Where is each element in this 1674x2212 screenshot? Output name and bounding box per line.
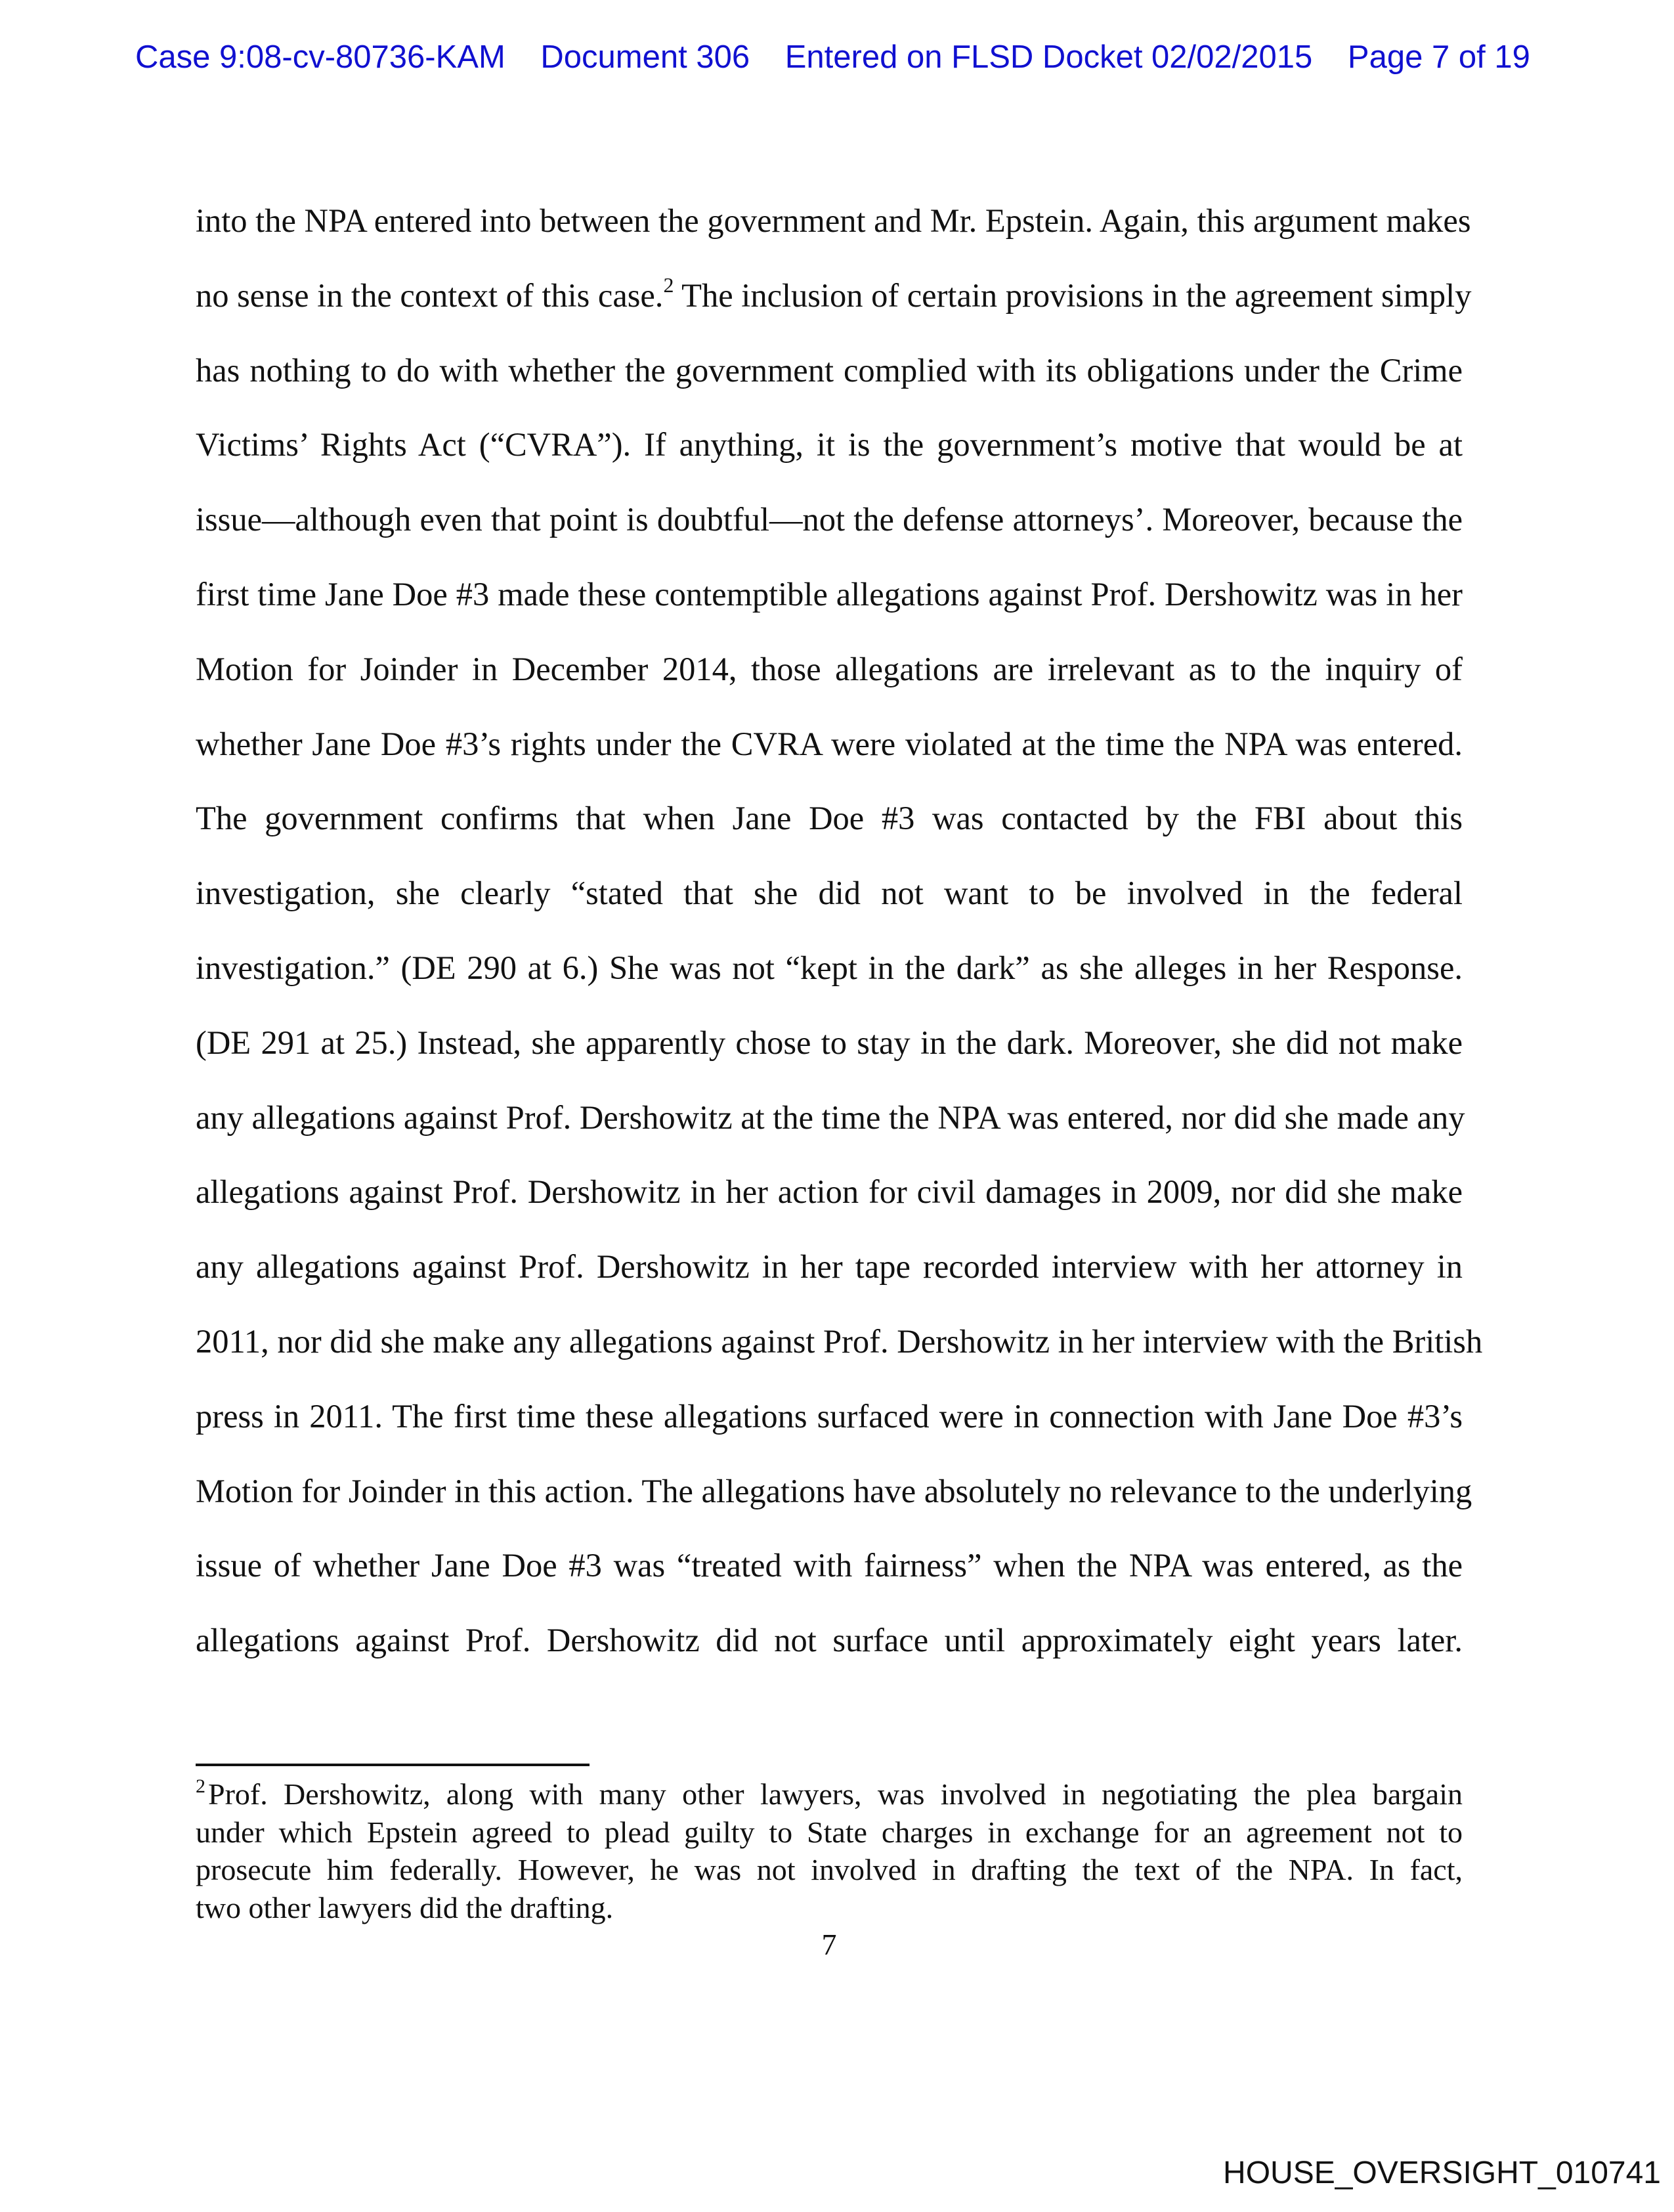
footnote-mark: 2 [196,1775,205,1797]
body-line: (DE 291 at 25.) Instead, she apparently chose to stay in the dark. Moreover, she did not make [196,1024,1463,1061]
body-line: allegations against Prof. Dershowitz did not surface until approximately eight years later. [196,1622,1463,1659]
footnote [196,1775,1463,1926]
footnote-line [196,1775,1463,1813]
body-line: investigation.” (DE 290 at 6.) She was not “kept in the dark” as she alleges in her Response. [196,949,1463,986]
body-text [196,188,1483,1682]
body-line: any allegations against Prof. Dershowitz at the time the NPA was entered, nor did she made any [196,1098,1465,1136]
body-line: Motion for Joinder in this action. The allegations have absolutely no relevance to the underlying [196,1472,1472,1509]
body-line: issue—although even that point is doubtful—not the defense attorneys’. Moreover, because the [196,501,1463,538]
body-line-with-footnote [196,263,1472,337]
body-line: Motion for Joinder in December 2014, those allegations are irrelevant as to the inquiry of [196,650,1463,687]
body-line: first time Jane Doe #3 made these contemptible allegations against Prof. Dershowitz was in her [196,575,1463,613]
footnote-separator [196,1764,590,1766]
footnote-line: prosecute him federally. However, he was not involved in drafting the text of the NPA. In fact, [196,1853,1463,1886]
body-line: whether Jane Doe #3’s rights under the CVRA were violated at the time the NPA was entered. [196,725,1463,762]
body-line: issue of whether Jane Doe #3 was “treated with fairness” when the NPA was entered, as the [196,1547,1463,1584]
body-line: has nothing to do with whether the government complied with its obligations under the Crime [196,351,1463,389]
footnote-reference[interactable]: 2 [663,272,674,297]
footnote-line: two other lawyers did the drafting. [196,1890,614,1924]
docket-entry-date: Entered on FLSD Docket 02/02/2015 [784,39,1313,75]
ecf-filing-header [135,34,1540,80]
document-number: Document 306 [540,39,750,75]
body-line: The government confirms that when Jane Doe #3 was contacted by the FBI about this [196,800,1463,837]
body-line: allegations against Prof. Dershowitz in her action for civil damages in 2009, nor did she make [196,1173,1463,1211]
body-line: 2011, nor did she make any allegations against Prof. Dershowitz in her interview with the British [196,1322,1483,1360]
body-line: press in 2011. The first time these allegations surfaced were in connection with Jane Doe #3’s [196,1397,1463,1435]
footnote-text: Prof. Dershowitz, along with many other lawyers, was involved in negotiating the plea bargain [208,1777,1463,1811]
page-of-total: Page 7 of 19 [1347,39,1530,75]
footnote-line: under which Epstein agreed to plead guilty to State charges in exchange for an agreement not to [196,1815,1463,1849]
bates-stamp: HOUSE_OVERSIGHT_010741 [1223,2156,1661,2190]
page-number: 7 [821,1928,837,1961]
body-line: any allegations against Prof. Dershowitz in her tape recorded interview with her attorney in [196,1248,1463,1286]
case-number: Case 9:08-cv-80736-KAM [135,39,505,75]
body-line-text: The inclusion of certain provisions in the agreement simply [674,276,1472,314]
body-line: Victims’ Rights Act (“CVRA”). If anything, it is the government’s motive that would be at [196,426,1463,464]
body-line-text: no sense in the context of this case. [196,276,664,314]
body-line: investigation, she clearly “stated that she did not want to be involved in the federal [196,875,1463,912]
body-line: into the NPA entered into between the government and Mr. Epstein. Again, this argument makes [196,202,1471,239]
